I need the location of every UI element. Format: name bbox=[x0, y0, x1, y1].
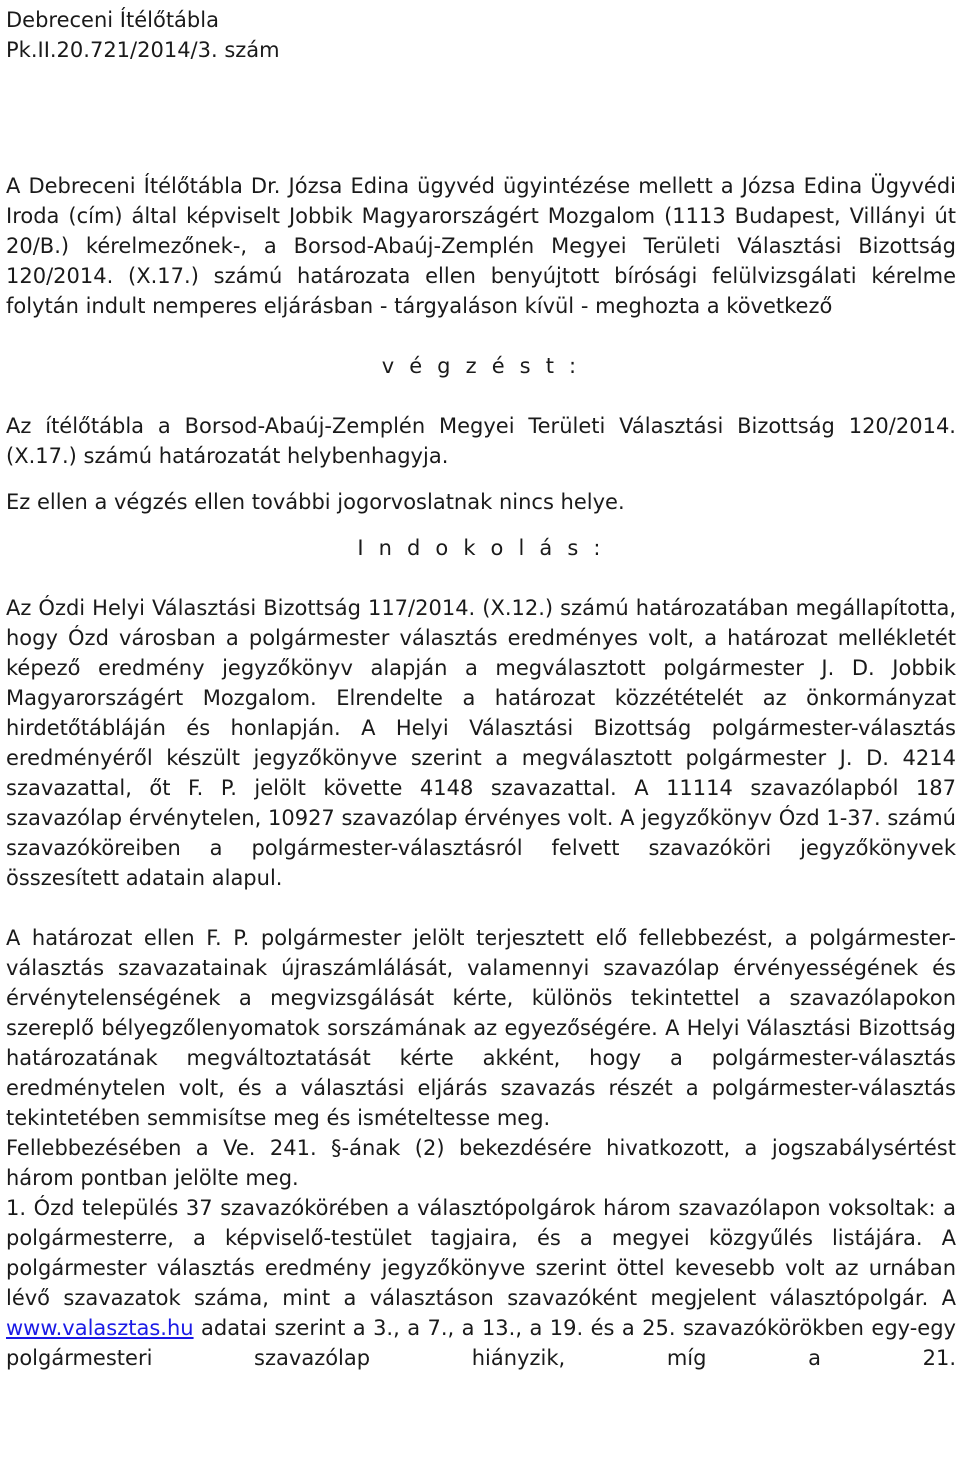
reasoning-paragraph-4 bbox=[6, 1193, 956, 1373]
decision-paragraph: Az ítélőtábla a Borsod-Abaúj-Zemplén Megyei Területi Választási Bizottság 120/2014. (X.17.) számú határozatát helybenhagyja. bbox=[6, 414, 956, 468]
court-name: Debreceni Ítélőtábla bbox=[6, 8, 219, 32]
no-appeal-paragraph: Ez ellen a végzés ellen további jogorvoslatnak nincs helye. bbox=[6, 490, 625, 514]
valasztas-hu-link[interactable]: www.valasztas.hu bbox=[6, 1316, 194, 1340]
reasoning-paragraph-3: Fellebbezésében a Ve. 241. §-ának (2) bekezdésére hivatkozott, a jogszabálysértést három pontban jelölte meg. bbox=[6, 1136, 956, 1190]
paragraph-4-text-after-link: adatai szerint a 3., a 7., a 13., a 19. és a 25. szavazókörökben egy-egy polgármesteri szavazólap hiányzik, míg a 21. bbox=[6, 1316, 956, 1370]
reasoning-paragraph-2: A határozat ellen F. P. polgármester jelölt terjesztett elő fellebbezést, a polgármester-választás szavazatainak újraszámlálását, valamennyi szavazólap érvényességének és érvénytelenségének a megvizsgálását kérte, különös tekintettel a szavazólapokon szereplő bélyegzőlenyomatok sorszámának az egyezőségére. A Helyi Választási Bizottság határozatának megváltoztatását kérte akként, hogy a polgármester-választás eredménytelen volt, és a választási eljárás szavazás részét a polgármester-választás tekintetében semmisítse meg és ismételtesse meg. bbox=[6, 926, 956, 1130]
intro-paragraph: A Debreceni Ítélőtábla Dr. Józsa Edina ügyvéd ügyintézése mellett a Józsa Edina Ügyvédi Iroda (cím) által képviselt Jobbik Magyarországért Mozgalom (1113 Budapest, Villányi út 20/B.) kérelmezőnek-, a Borsod-Abaúj-Zemplén Megyei Területi Választási Bizottság 120/2014. (X.17.) számú határozata ellen benyújtott bírósági felülvizsgálati kérelme folytán indult nemperes eljárásban - tárgyaláson kívül - meghozta a következő bbox=[6, 174, 956, 318]
document-page bbox=[6, 5, 956, 1373]
section-heading-indokolas: I n d o k o l á s : bbox=[357, 536, 605, 560]
case-number: Pk.II.20.721/2014/3. szám bbox=[6, 38, 280, 62]
reasoning-paragraph-1: Az Ózdi Helyi Választási Bizottság 117/2014. (X.12.) számú határozatában megállapította, hogy Ózd városban a polgármester választás eredményes volt, a határozat mellékletét képező eredmény jegyzőkönyv alapján a megválasztott polgármester J. D. Jobbik Magyarországért Mozgalom. Elrendelte a határozat közzétételét az önkormányzat hirdetőtábláján és honlapján. A Helyi Választási Bizottság polgármester-választás eredményéről készült jegyzőkönyve szerint a megválasztott polgármester J. D. 4214 szavazattal, őt F. P. jelölt követte 4148 szavazattal. A 11114 szavazólapból 187 szavazólap érvénytelen, 10927 szavazólap érvényes volt. A jegyzőkönyv Ózd 1-37. számú szavazóköreiben a polgármester-választásról felvett szavazóköri jegyzőkönyvek összesített adatain alapul. bbox=[6, 596, 956, 890]
paragraph-4-text-before-link: 1. Ózd település 37 szavazókörében a választópolgárok három szavazólapon voksoltak: a polgármesterre, a képviselő-testület tagjaira, és a megyei közgyűlés listájára. A polgármester választás eredmény jegyzőkönyve szerint öttel kevesebb volt az urnában lévő szavazatok száma, mint a választáson szavazóként megjelent választópolgár. A bbox=[6, 1196, 956, 1310]
section-heading-vegzest: v é g z é s t : bbox=[381, 354, 581, 378]
